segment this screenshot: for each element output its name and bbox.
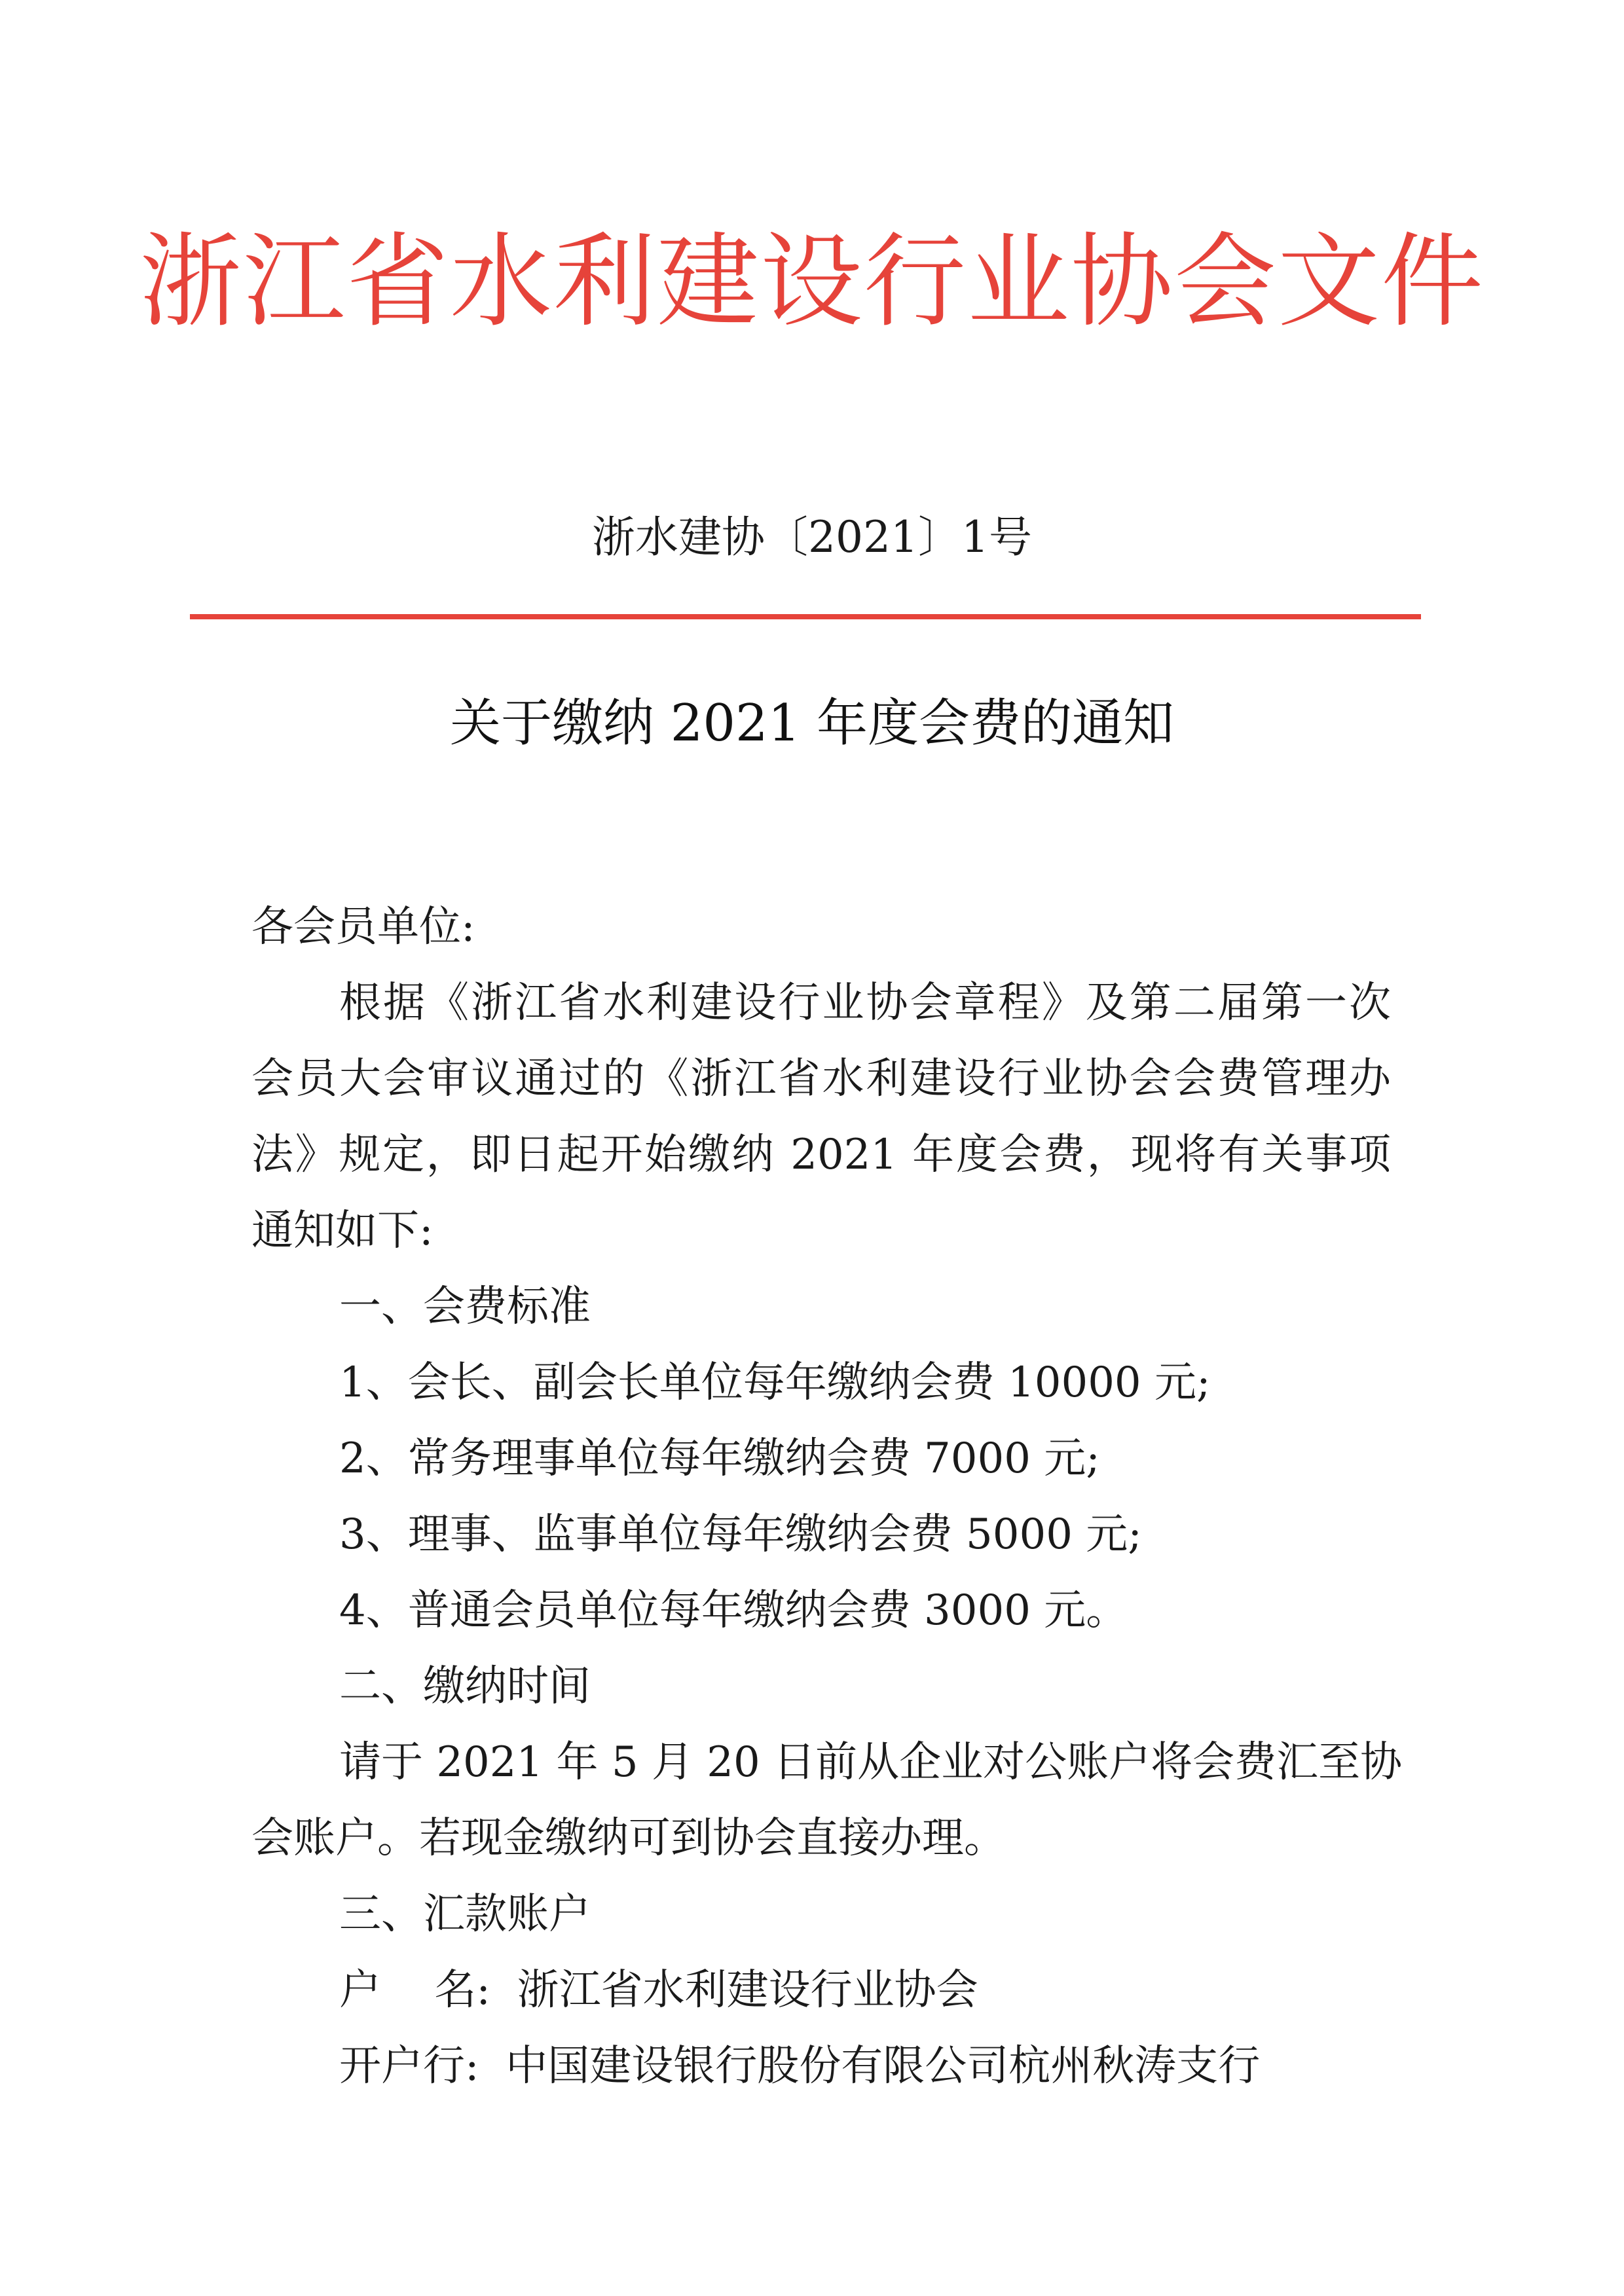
fee-item: 4、普通会员单位每年缴纳会费 3000 元。 xyxy=(339,1586,1128,1635)
fee-item: 2、常务理事单位每年缴纳会费 7000 元; xyxy=(339,1434,1100,1483)
intro-line: 会员大会审议通过的《浙江省水利建设行业协会会费管理办 xyxy=(251,1055,1391,1103)
section-heading-payment-time: 二、缴纳时间 xyxy=(339,1662,591,1711)
notice-body xyxy=(251,889,1403,2104)
fee-item: 1、会长、副会长单位每年缴纳会费 10000 元; xyxy=(339,1358,1211,1407)
account-name: 户 名: 浙江省水利建设行业协会 xyxy=(339,1966,978,2014)
payment-line: 会账户。若现金缴纳可到协会直接办理。 xyxy=(251,1814,1006,1863)
red-separator-line xyxy=(190,614,1421,619)
document-masthead: 浙江省水利建设行业协会文件 xyxy=(139,222,1485,341)
section-heading-fee-standard: 一、会费标准 xyxy=(339,1283,591,1331)
fee-item: 3、理事、监事单位每年缴纳会费 5000 元; xyxy=(339,1510,1142,1559)
salutation: 各会员单位: xyxy=(251,903,475,951)
intro-line: 法》规定，即日起开始缴纳 2021 年度会费，现将有关事项 xyxy=(251,1131,1391,1179)
account-bank: 开户行: 中国建设银行股份有限公司杭州秋涛支行 xyxy=(339,2042,1261,2090)
section-heading-remittance-account: 三、汇款账户 xyxy=(339,1890,591,1939)
document-number: 浙水建协〔2021〕1号 xyxy=(592,512,1032,562)
intro-line: 通知如下: xyxy=(251,1207,434,1255)
payment-line: 请于 2021 年 5 月 20 日前从企业对公账户将会费汇至协 xyxy=(339,1738,1403,1787)
intro-line: 根据《浙江省水利建设行业协会章程》及第二届第一次 xyxy=(339,979,1391,1027)
notice-title: 关于缴纳 2021 年度会费的通知 xyxy=(449,694,1175,753)
